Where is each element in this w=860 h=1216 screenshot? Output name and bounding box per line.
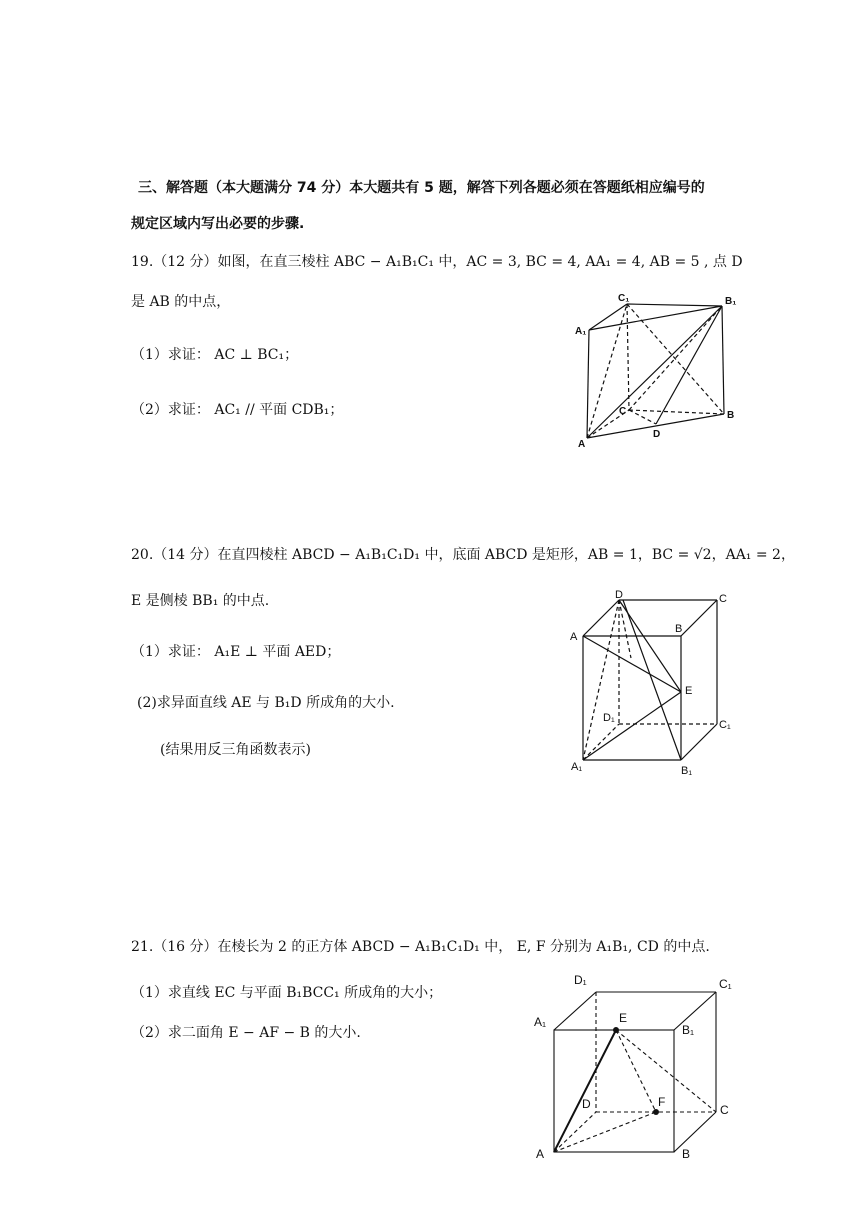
q21-label-a: A <box>536 1147 545 1161</box>
q20-part1: （1）求证： A₁E ⊥ 平面 AED； <box>131 644 341 660</box>
q21-label-b1: B₁ <box>682 1023 695 1037</box>
q20-label-b1: B₁ <box>681 765 693 777</box>
q21-point-e <box>613 1027 619 1033</box>
q19-label-a: A <box>578 439 586 450</box>
q21-label-e: E <box>619 1011 628 1025</box>
q21-stem: 21.（16 分）在棱长为 2 的正方体 ABCD − A₁B₁C₁D₁ 中， E, F 分别为 A₁B₁, CD 的中点. <box>131 939 710 955</box>
q21-part1: （1）求直线 EC 与平面 B₁BCC₁ 所成角的大小； <box>131 985 443 1001</box>
q19-stem-cont: 是 AB 的中点， <box>131 294 231 310</box>
q21-point-f <box>653 1109 659 1115</box>
q20-label-a: A <box>570 631 578 643</box>
q20-stem: 20.（14 分）在直四棱柱 ABCD − A₁B₁C₁D₁ 中，底面 ABCD 是矩形，AB = 1，BC = √2，AA₁ = 2， <box>131 547 795 563</box>
q21-label-f: F <box>658 1095 666 1109</box>
q20-part2: (2)求异面直线 AE 与 B₁D 所成角的大小. <box>137 695 395 711</box>
q19-label-b: B <box>727 410 735 421</box>
q21-label-c1: C₁ <box>719 977 732 991</box>
q21-label-a1: A₁ <box>534 1015 547 1029</box>
q19-part2: （2）求证： AC₁ // 平面 CDB₁； <box>131 402 344 418</box>
q20-prism-figure <box>565 588 745 782</box>
q20-label-c: C <box>719 593 727 605</box>
q19-stem: 19.（12 分）如图，在直三棱柱 ABC − A₁B₁C₁ 中，AC = 3, BC = 4, AA₁ = 4, AB = 5 , 点 D <box>131 254 743 270</box>
q19-label-b1: B₁ <box>725 296 737 307</box>
q21-label-b: B <box>682 1147 691 1161</box>
q20-label-e: E <box>685 685 693 697</box>
q21-part2: （2）求二面角 E − AF − B 的大小. <box>131 1025 361 1041</box>
q19-label-c1: C₁ <box>618 293 630 304</box>
q21-label-c: C <box>720 1103 729 1117</box>
q19-prism-figure <box>570 290 740 454</box>
q21-cube-figure <box>528 968 748 1172</box>
q20-label-b: B <box>675 623 683 635</box>
q20-label-d1: D₁ <box>603 712 615 724</box>
q19-label-c: C <box>619 406 627 417</box>
section-heading-cont: 规定区域内写出必要的步骤. <box>131 216 305 232</box>
q19-label-d: D <box>653 429 661 440</box>
q20-stem-cont: E 是侧棱 BB₁ 的中点. <box>131 593 270 609</box>
q19-label-a1: A₁ <box>575 326 587 337</box>
q20-label-c1: C₁ <box>719 719 731 731</box>
q20-label-a1: A₁ <box>571 761 583 773</box>
q20-label-d: D <box>615 589 623 601</box>
q21-label-d1: D₁ <box>574 973 587 987</box>
section-heading: 三、解答题（本大题满分 74 分）本大题共有 5 题，解答下列各题必须在答题纸相应编号的 <box>138 180 705 196</box>
q20-note: (结果用反三角函数表示) <box>160 742 311 758</box>
q19-part1: （1）求证： AC ⊥ BC₁； <box>131 347 299 363</box>
q21-label-d: D <box>582 1097 591 1111</box>
